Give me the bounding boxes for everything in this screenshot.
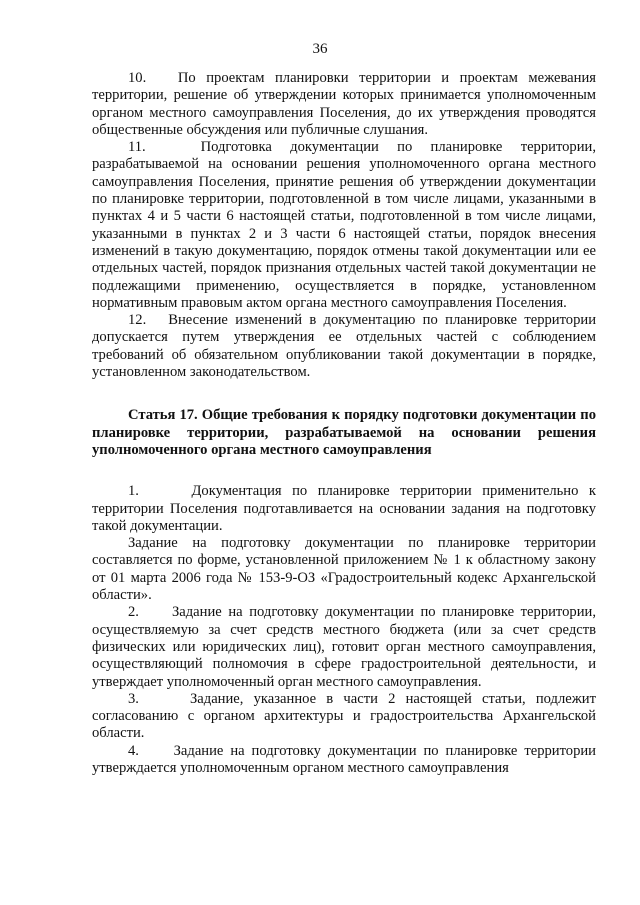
paragraph-3: 3. Задание, указанное в части 2 настоящей статьи, подлежит согласованию с органом архитектуры и градостроительства Архангельской области. <box>92 690 596 742</box>
page-number: 36 <box>312 41 328 57</box>
paragraph-10: 10. По проектам планировки территории и проектам межевания территории, решение об утверждении которых принимается уполномоченным органом местного самоуправления Поселения, до их утверждения проводятся общественные обсуждения или публичные слушания. <box>92 70 596 138</box>
paragraph-2: 2. Задание на подготовку документации по планировке территории, осуществляемую за счет средств местного бюджета (или за счет средств физических или юридических лиц), готовит орган местного самоуправления, осуществляющий полномочия в сфере градостроительной деятельности, и утверждает уполномоченный орган местного самоуправления. <box>92 604 596 690</box>
paragraph-1: 1. Документация по планировке территории применительно к территории Поселения подготавливается на основании задания на подготовку такой документации. <box>92 483 596 534</box>
paragraph-4: 4. Задание на подготовку документации по планировке территории утверждается уполномоченным органом местного самоуправления <box>92 742 596 776</box>
paragraph-1-task-form: Задание на подготовку документации по планировке территории составляется по форме, установленной приложением № 1 к областному закону от 01 марта 2006 года № 153-9-ОЗ «Градостроительный кодекс Архангельской области». <box>92 535 596 604</box>
paragraph-12: 12. Внесение изменений в документацию по планировке территории допускается путем утверждения ее отдельных частей с соблюдением требований об обязательном опубликовании такой документации в порядке, установленном законодательством. <box>92 312 596 381</box>
paragraph-11: 11. Подготовка документации по планировке территории, разрабатываемой на основании решения уполномоченного органа местного самоуправления Поселения, принятие решения об утверждении документации по планировке территории, подготовленной в том числе лицами, указанными в пунктах 4 и 5 части 6 настоящей статьи, подготовленной в том числе лицами, указанными в пунктах 2 и 3 части 6 настоящей статьи, порядок внесения изменений в такую документацию, порядок отмены такой документации или ее отдельных частей, порядок признания отдельных частей такой документации не подлежащими применению, осуществляется в порядке, установленном нормативным правовым актом органа местного самоуправления Поселения. <box>92 139 596 311</box>
document-body <box>92 70 596 777</box>
article-17-heading: Статья 17. Общие требования к порядку подготовки документации по планировке территории, разрабатываемой на основании решения уполномоченного органа местного самоуправления <box>92 407 596 458</box>
